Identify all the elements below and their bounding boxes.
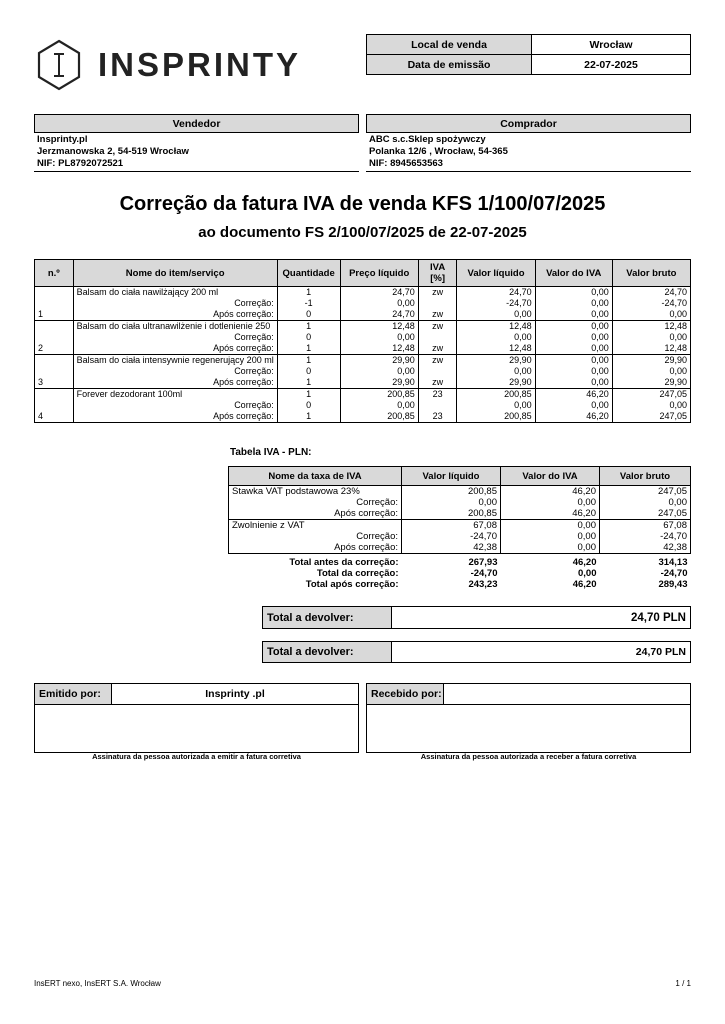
- vat-total-row: [229, 579, 691, 590]
- item-number: [35, 298, 74, 309]
- seller-section: [34, 114, 359, 172]
- issued-label: Emitido por:: [35, 684, 112, 704]
- item-number: 2: [35, 343, 74, 355]
- vat-gross: -24,70: [600, 531, 691, 542]
- total-vat: 46,20: [572, 557, 597, 568]
- document-title: Correção da fatura IVA de venda KFS 1/100/07/2025: [119, 193, 606, 215]
- total-net: 243,23: [468, 579, 498, 590]
- issued-value: Insprinty .pl: [205, 688, 265, 700]
- items-table: [34, 259, 691, 423]
- item-number: [35, 366, 74, 377]
- item-gross: 0,00: [612, 309, 690, 321]
- item-qty: 1: [277, 377, 340, 389]
- vat-value: 46,20: [501, 508, 600, 520]
- item-vat-value: 0,00: [535, 298, 612, 309]
- col-vatval: Valor do IVA: [535, 260, 612, 287]
- item-price: 0,00: [340, 332, 418, 343]
- vat-row-label: Após correção:: [229, 542, 402, 554]
- buyer-heading: Comprador: [366, 114, 691, 133]
- item-price: 0,00: [340, 400, 418, 411]
- item-net: 0,00: [457, 366, 535, 377]
- item-price: 29,90: [340, 355, 418, 367]
- vat-net: 200,85: [402, 508, 501, 520]
- row-label: Correção:: [73, 366, 277, 377]
- item-row: [35, 343, 691, 355]
- item-row: [35, 377, 691, 389]
- item-qty: 1: [277, 287, 340, 299]
- col-gross: Valor bruto: [612, 260, 690, 287]
- item-net: 29,90: [457, 377, 535, 389]
- vat-rate-name: Zwolnienie z VAT: [229, 520, 402, 532]
- vat-rate-name: Stawka VAT podstawowa 23%: [229, 486, 402, 498]
- item-vat-value: 0,00: [535, 355, 612, 367]
- col-vat-top: IVA: [430, 262, 446, 273]
- item-qty: 1: [277, 355, 340, 367]
- item-gross: -24,70: [612, 298, 690, 309]
- logo-text: INSPRINTY: [98, 46, 302, 83]
- item-row: [35, 298, 691, 309]
- col-vat-bottom: [%]: [430, 273, 445, 284]
- buyer-address: Polanka 12/6 , Wrocław, 54-365: [369, 146, 508, 157]
- item-name: Balsam do ciała intensywnie regenerujący 200 ml: [73, 355, 277, 367]
- item-gross: 0,00: [612, 366, 690, 377]
- items-header-row: [35, 260, 691, 287]
- item-vat-value: 46,20: [535, 411, 612, 423]
- item-gross: 12,48: [612, 321, 690, 333]
- item-row: [35, 321, 691, 333]
- vat-col-vat: Valor do IVA: [501, 467, 600, 486]
- total-gross: 314,13: [658, 557, 688, 568]
- total-vat: 46,20: [572, 579, 597, 590]
- vat-row: [229, 486, 691, 498]
- document-subtitle: ao documento FS 2/100/07/2025 de 22-07-2025: [198, 224, 527, 241]
- footer-page: 1 / 1: [675, 979, 691, 988]
- footer-left: InsERT nexo, InsERT S.A. Wrocław: [34, 979, 161, 988]
- refund-box-1: [262, 606, 691, 629]
- vat-row: [229, 531, 691, 542]
- total-net: 267,93: [468, 557, 498, 568]
- item-price: 200,85: [340, 411, 418, 423]
- vat-gross: 67,08: [600, 520, 691, 532]
- seller-nif: NIF: PL8792072521: [37, 158, 124, 169]
- item-price: 0,00: [340, 298, 418, 309]
- item-row: [35, 411, 691, 423]
- total-gross: -24,70: [660, 568, 688, 579]
- issued-caption: Assinatura da pessoa autorizada a emitir a fatura corretiva: [92, 752, 301, 761]
- item-vat-rate: zw: [418, 355, 457, 367]
- item-gross: 12,48: [612, 343, 690, 355]
- col-no: n.º: [35, 260, 74, 287]
- item-row: [35, 366, 691, 377]
- item-price: 12,48: [340, 343, 418, 355]
- vat-row: [229, 497, 691, 508]
- item-vat-value: 0,00: [535, 332, 612, 343]
- item-number: [35, 400, 74, 411]
- place-label: Local de venda: [367, 35, 532, 55]
- item-vat-value: 0,00: [535, 377, 612, 389]
- header-info-box: [366, 34, 691, 75]
- total-net: -24,70: [470, 568, 498, 579]
- vat-row-label: Após correção:: [229, 508, 402, 520]
- item-row: [35, 355, 691, 367]
- vat-net: 42,38: [402, 542, 501, 554]
- refund-label-1: Total a devolver:: [263, 607, 392, 628]
- vat-gross: 247,05: [600, 486, 691, 498]
- item-vat-value: 0,00: [535, 321, 612, 333]
- item-row: [35, 332, 691, 343]
- item-number: [35, 287, 74, 299]
- refund-value-2: 24,70 PLN: [635, 646, 686, 658]
- item-number: [35, 389, 74, 401]
- item-gross: 0,00: [612, 332, 690, 343]
- item-net: -24,70: [457, 298, 535, 309]
- item-number: [35, 332, 74, 343]
- vat-row: [229, 520, 691, 532]
- item-price: 24,70: [340, 287, 418, 299]
- item-gross: 247,05: [612, 411, 690, 423]
- item-vat-value: 0,00: [535, 309, 612, 321]
- item-name: Balsam do ciała ultranawilżenie i dotlenienie 250: [73, 321, 277, 333]
- vat-value: 0,00: [501, 531, 600, 542]
- item-name: Balsam do ciała nawilżający 200 ml: [73, 287, 277, 299]
- item-qty: 0: [277, 309, 340, 321]
- vat-value: 0,00: [501, 542, 600, 554]
- row-label: Correção:: [73, 400, 277, 411]
- vat-net: 0,00: [402, 497, 501, 508]
- vat-row-label: Correção:: [229, 531, 402, 542]
- item-gross: 24,70: [612, 287, 690, 299]
- row-label: Correção:: [73, 332, 277, 343]
- vat-col-name: Nome da taxa de IVA: [229, 467, 402, 486]
- item-number: [35, 355, 74, 367]
- col-price: Preço líquido: [340, 260, 418, 287]
- seller-name: Insprinty.pl: [37, 134, 88, 145]
- row-label: Após correção:: [73, 343, 277, 355]
- col-name: Nome do item/serviço: [73, 260, 277, 287]
- item-row: [35, 400, 691, 411]
- vat-col-gross: Valor bruto: [600, 467, 691, 486]
- item-qty: 1: [277, 321, 340, 333]
- total-label: Total antes da correção:: [289, 557, 399, 568]
- date-value: 22-07-2025: [532, 55, 691, 75]
- item-vat-rate: [418, 332, 457, 343]
- item-number: 4: [35, 411, 74, 423]
- vat-net: 67,08: [402, 520, 501, 532]
- item-net: 200,85: [457, 411, 535, 423]
- item-vat-rate: 23: [418, 389, 457, 401]
- buyer-nif: NIF: 8945653563: [369, 158, 443, 169]
- total-gross: 289,43: [658, 579, 688, 590]
- item-net: 12,48: [457, 343, 535, 355]
- buyer-section: [366, 114, 691, 172]
- vat-value: 0,00: [501, 520, 600, 532]
- vat-row: [229, 542, 691, 554]
- date-label: Data de emissão: [367, 55, 532, 75]
- col-vat: [418, 260, 457, 287]
- item-vat-rate: 23: [418, 411, 457, 423]
- item-row: [35, 287, 691, 299]
- received-by-box: [366, 683, 691, 753]
- vat-total-row: [229, 554, 691, 569]
- item-gross: 0,00: [612, 400, 690, 411]
- vat-value: 46,20: [501, 486, 600, 498]
- vat-net: 200,85: [402, 486, 501, 498]
- refund-box-2: [262, 641, 691, 663]
- item-vat-rate: [418, 298, 457, 309]
- vat-gross: 247,05: [600, 508, 691, 520]
- item-number: 1: [35, 309, 74, 321]
- item-name: Forever dezodorant 100ml: [73, 389, 277, 401]
- total-label: Total após correção:: [305, 579, 399, 590]
- item-net: 0,00: [457, 400, 535, 411]
- item-net: 0,00: [457, 332, 535, 343]
- vat-col-net: Valor líquido: [402, 467, 501, 486]
- item-price: 12,48: [340, 321, 418, 333]
- item-row: [35, 389, 691, 401]
- item-vat-rate: zw: [418, 321, 457, 333]
- row-label: Após correção:: [73, 411, 277, 423]
- item-vat-value: 0,00: [535, 366, 612, 377]
- vat-net: -24,70: [402, 531, 501, 542]
- item-qty: 1: [277, 343, 340, 355]
- item-gross: 247,05: [612, 389, 690, 401]
- hexagon-logo-icon: [36, 39, 82, 91]
- seller-heading: Vendedor: [34, 114, 359, 133]
- item-qty: 0: [277, 400, 340, 411]
- item-net: 12,48: [457, 321, 535, 333]
- item-vat-value: 0,00: [535, 400, 612, 411]
- refund-value-1: 24,70 PLN: [631, 611, 686, 624]
- item-price: 29,90: [340, 377, 418, 389]
- item-net: 0,00: [457, 309, 535, 321]
- item-vat-rate: zw: [418, 377, 457, 389]
- item-qty: 0: [277, 332, 340, 343]
- row-label: Após correção:: [73, 309, 277, 321]
- item-gross: 29,90: [612, 377, 690, 389]
- issued-by-box: [34, 683, 359, 753]
- vat-gross: 42,38: [600, 542, 691, 554]
- item-price: 24,70: [340, 309, 418, 321]
- item-net: 200,85: [457, 389, 535, 401]
- total-label: Total da correção:: [316, 568, 399, 579]
- item-vat-rate: zw: [418, 287, 457, 299]
- item-vat-value: 46,20: [535, 389, 612, 401]
- seller-address: Jerzmanowska 2, 54-519 Wrocław: [37, 146, 189, 157]
- item-number: 3: [35, 377, 74, 389]
- vat-table-caption: Tabela IVA - PLN:: [230, 447, 312, 458]
- vat-row-label: Correção:: [229, 497, 402, 508]
- col-net: Valor líquido: [457, 260, 535, 287]
- refund-label-2: Total a devolver:: [263, 642, 392, 662]
- vat-gross: 0,00: [600, 497, 691, 508]
- vat-row: [229, 508, 691, 520]
- item-vat-value: 0,00: [535, 287, 612, 299]
- item-row: [35, 309, 691, 321]
- item-vat-rate: [418, 366, 457, 377]
- item-net: 24,70: [457, 287, 535, 299]
- item-qty: -1: [277, 298, 340, 309]
- row-label: Após correção:: [73, 377, 277, 389]
- place-value: Wrocław: [532, 35, 691, 55]
- item-qty: 0: [277, 366, 340, 377]
- col-qty: Quantidade: [277, 260, 340, 287]
- row-label: Correção:: [73, 298, 277, 309]
- item-vat-rate: zw: [418, 309, 457, 321]
- received-label: Recebido por:: [367, 684, 444, 704]
- buyer-name: ABC s.c.Sklep spożywczy: [369, 134, 486, 145]
- item-vat-rate: zw: [418, 343, 457, 355]
- logo: [36, 38, 326, 92]
- vat-table: [228, 466, 691, 590]
- vat-value: 0,00: [501, 497, 600, 508]
- item-qty: 1: [277, 411, 340, 423]
- item-qty: 1: [277, 389, 340, 401]
- item-vat-rate: [418, 400, 457, 411]
- item-price: 200,85: [340, 389, 418, 401]
- item-gross: 29,90: [612, 355, 690, 367]
- received-value: [444, 684, 690, 704]
- vat-header-row: [229, 467, 691, 486]
- item-number: [35, 321, 74, 333]
- received-caption: Assinatura da pessoa autorizada a receber a fatura corretiva: [420, 752, 637, 761]
- item-price: 0,00: [340, 366, 418, 377]
- vat-total-row: [229, 568, 691, 579]
- total-vat: 0,00: [578, 568, 597, 579]
- item-vat-value: 0,00: [535, 343, 612, 355]
- item-net: 29,90: [457, 355, 535, 367]
